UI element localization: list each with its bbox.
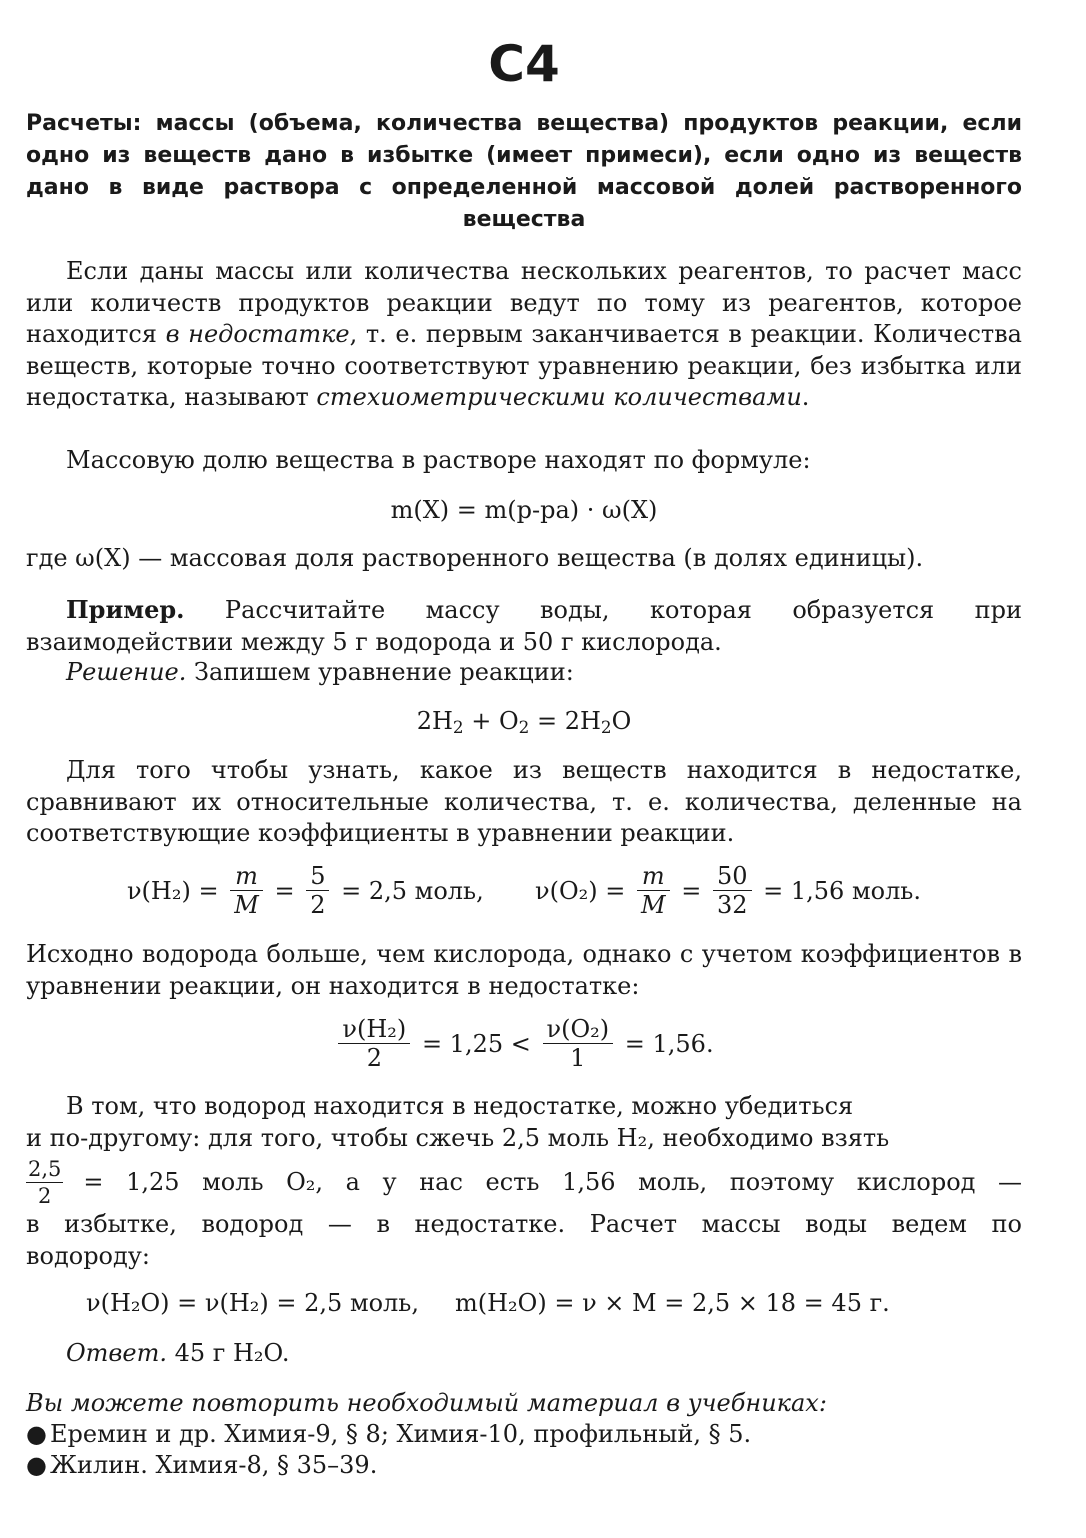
final-formula-part-2: m(H₂O) = ν × M = 2,5 × 18 = 45 г. xyxy=(455,1289,890,1317)
intro-text-3: . xyxy=(801,383,810,411)
other-way-line-2: и по-другому: для того, чтобы сжечь 2,5 моль H₂, необходимо взять xyxy=(26,1123,890,1152)
nu-o2-frac-mM xyxy=(637,862,670,919)
other-way-line-3-row xyxy=(26,1156,1022,1209)
nu-o2-value-num: 50 xyxy=(713,862,752,891)
nu-o2-lhs: ν(O₂) = xyxy=(534,876,626,905)
reference-item-text: Еремин и др. Химия-9, § 8; Химия-10, профильный, § 5. xyxy=(50,1420,752,1448)
reference-item xyxy=(26,1419,1022,1450)
other-way-line-4: в избытке, водород — в недостатке. Расчет массы воды ведем по xyxy=(26,1210,1022,1238)
ratio-o2-den: 1 xyxy=(570,1044,586,1072)
other-way-frac xyxy=(26,1156,63,1209)
intro-emphasis-1: в недостатке xyxy=(165,320,350,348)
references xyxy=(26,1388,1022,1481)
nu-o2-frac-values xyxy=(713,862,752,919)
intro-text-2: , т. е. первым заканчивается в реакции. Количества веществ, которые точно соответствуют уравнению реакции, без избытка или недостатка, называют xyxy=(26,320,1022,411)
formula-mass-fraction: m(X) = m(р-ра) · ω(X) xyxy=(390,496,658,524)
nu-h2-value-den: 2 xyxy=(310,891,326,919)
nu-o2-value-den: 32 xyxy=(716,891,748,919)
solution-paragraph xyxy=(26,657,1022,689)
other-way-line-3: = 1,25 моль O₂, а у нас есть 1,56 моль, поэтому кислород — xyxy=(83,1167,1022,1196)
nu-o2-frac-num: m xyxy=(637,862,670,891)
nu-formulas: ν(H₂) = $\frac{m}{M}$ = $\frac{5}{2}$ = 2,5 моль, ν(O₂) = $\frac{m}{M}$ = $\frac{50}{32}$ = 1,56 моль. xyxy=(126,862,922,919)
nu-h2-result: = 2,5 моль, xyxy=(341,876,484,905)
other-way-line-1: В том, что водород находится в недостатке, можно убедиться xyxy=(66,1092,854,1120)
initially-paragraph: Исходно водорода больше, чем кислорода, однако с учетом коэффициентов в уравнении реакции, он находится в недостатке: xyxy=(26,940,1022,1000)
reference-item-text: Жилин. Химия-8, § 35–39. xyxy=(50,1451,378,1479)
mass-fraction-intro: Массовую долю вещества в растворе находят по формуле: xyxy=(66,446,811,474)
reference-item xyxy=(26,1450,1022,1481)
nu-h2-value-num: 5 xyxy=(306,862,329,891)
ratio-result: = 1,56. xyxy=(624,1029,714,1058)
example-paragraph xyxy=(26,594,1022,658)
nu-h2-frac-num: m xyxy=(230,862,263,891)
answer-label: Ответ. xyxy=(66,1339,167,1367)
intro-paragraph xyxy=(26,256,1022,414)
nu-h2-frac-den: M xyxy=(234,891,259,919)
other-way-line-5: водороду: xyxy=(26,1241,150,1270)
answer-text: 45 г H₂O. xyxy=(167,1339,290,1367)
nu-h2-frac-mM xyxy=(230,862,263,919)
final-formula xyxy=(26,1287,1082,1319)
other-way-frac-num: 2,5 xyxy=(28,1157,62,1181)
intro-text-1: Если даны массы или количества нескольких реагентов, то расчет масс или количеств продуктов реакции ведут по тому из реагентов, которое находится xyxy=(26,257,1022,348)
solution-label: Решение. xyxy=(66,658,187,686)
ratio-formula xyxy=(26,1015,1022,1072)
nu-h2-frac-values xyxy=(306,862,329,919)
example-text: Рассчитайте массу воды, которая образуется при взаимодействии между 5 г водорода и 50 г кислорода. xyxy=(26,596,1022,656)
section-subtitle: Расчеты: массы (объема, количества вещества) продуктов реакции, если одно из веществ дано в избытке (имеет примеси), если одно из веществ дано в виде раствора с определенной массовой долей растворенного вещества xyxy=(26,111,1022,232)
where-text: где ω(X) — массовая доля растворенного вещества (в долях единицы). xyxy=(26,544,924,572)
answer-line xyxy=(26,1338,1022,1370)
nu-h2-lhs: ν(H₂) = xyxy=(126,876,219,905)
ratio-frac-h2 xyxy=(338,1015,410,1072)
ratio-h2-den: 2 xyxy=(366,1044,382,1072)
references-heading: Вы можете повторить необходимый материал в учебниках: xyxy=(26,1389,827,1417)
ratio-h2-num: ν(H₂) xyxy=(338,1015,410,1044)
other-way-paragraph xyxy=(26,1091,1022,1272)
intro-emphasis-2: стехиометрическими количествами xyxy=(316,383,802,411)
solution-text: Запишем уравнение реакции: xyxy=(186,658,574,686)
ratio-middle: = 1,25 < xyxy=(421,1029,531,1058)
other-way-frac-den: 2 xyxy=(38,1184,52,1208)
reaction-equation: $2H_2 + O_2 = 2H_2O$ xyxy=(416,707,632,738)
bullet-icon: ● xyxy=(26,1451,47,1479)
example-label: Пример. xyxy=(66,595,185,624)
nu-o2-frac-den: M xyxy=(640,891,666,919)
nu-o2-result: = 1,56 моль. xyxy=(763,876,922,905)
compare-paragraph: Для того чтобы узнать, какое из веществ находится в недостатке, сравнивают их относительные количества, т. е. количества, деленные на соответствующие коэффициенты в уравнении реакции. xyxy=(26,756,1022,847)
final-formula-part-1: ν(H₂O) = ν(H₂) = 2,5 моль, xyxy=(86,1289,419,1317)
ratio-o2-num: ν(O₂) xyxy=(543,1015,614,1044)
ratio-frac-o2 xyxy=(543,1015,614,1072)
bullet-icon: ● xyxy=(26,1420,47,1448)
page-title: С4 xyxy=(488,35,560,93)
